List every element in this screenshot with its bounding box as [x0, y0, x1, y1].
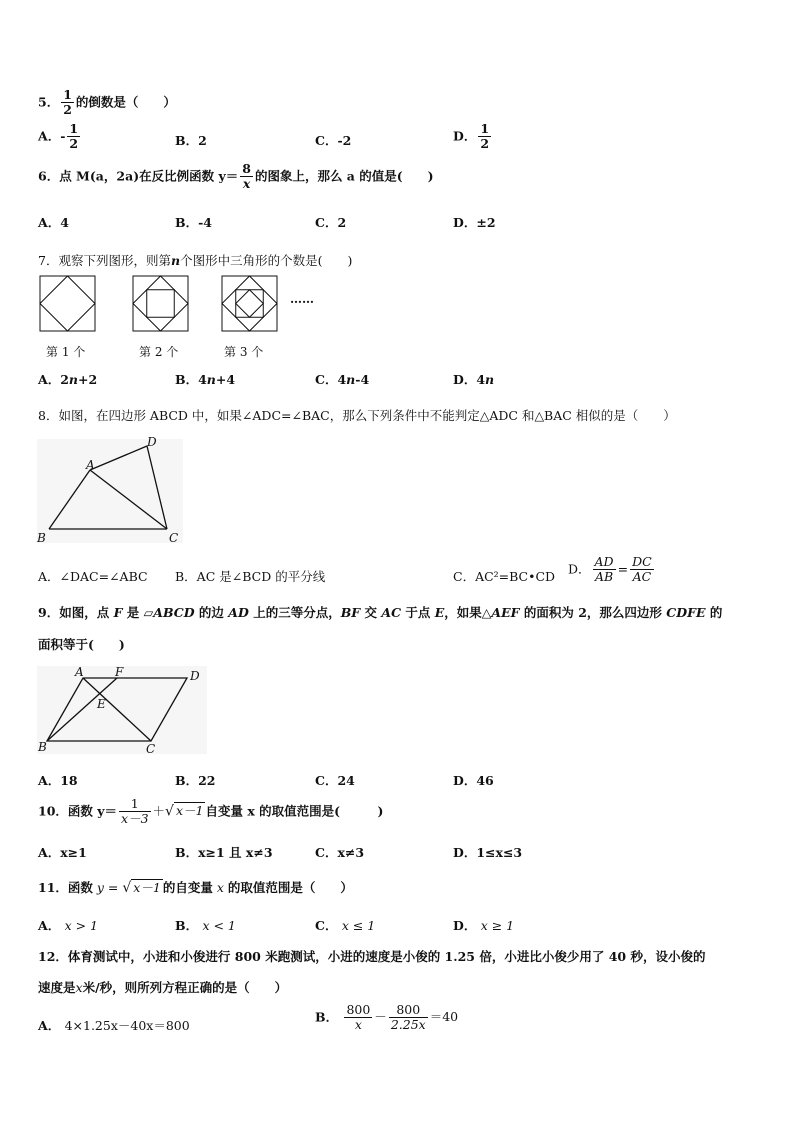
q6-option-d: D．±2 — [453, 215, 496, 230]
q10-option-c: C．x≠3 — [315, 845, 365, 860]
q5-option-a: A．- $\frac{1}{2}$ — [38, 121, 79, 152]
q11-option-a: A． x > 1 — [38, 918, 98, 933]
q9-option-a: A．18 — [38, 773, 78, 788]
q12-option-a: A． 4×1.25x－40x＝800 — [38, 1018, 190, 1033]
q5-option-b: B．2 — [175, 133, 207, 148]
q9-label-D: D — [190, 669, 200, 683]
q7-ellipsis: …… — [290, 292, 314, 306]
q7-figures — [38, 274, 288, 334]
q9-option-c: C．24 — [315, 773, 355, 788]
q8-label-B: B — [37, 531, 46, 545]
q9-label-E: E — [97, 697, 106, 711]
q8-label-C: C — [169, 531, 179, 545]
q11-option-d: D． x ≥ 1 — [453, 918, 515, 933]
q8-stem: 8．如图，在四边形 ABCD 中，如果∠ADC=∠BAC，那么下列条件中不能判定△ADC 和△BAC 相似的是（ ） — [38, 408, 676, 423]
q6-option-b: B．-4 — [175, 215, 212, 230]
q7-caption-3: 第 3 个 — [224, 345, 264, 359]
q7-option-b: B．4n+4 — [175, 372, 236, 387]
q9-label-B: B — [38, 740, 47, 754]
q7-fig3-diamond — [222, 276, 277, 331]
q9-stem-line2: 面积等于( ) — [38, 637, 125, 652]
q8-option-a: A．∠DAC=∠ABC — [38, 569, 148, 584]
q10-option-d: D．1≤x≤3 — [453, 845, 523, 860]
q5-option-d: D． $\frac{1}{2}$ — [453, 121, 490, 152]
q7-option-d: D．4n — [453, 372, 495, 387]
q7-fig2-square — [133, 276, 188, 331]
q7-fig3-inner-square — [236, 290, 264, 318]
q5-stem: 5． $\frac{1}{2}$ 的倒数是（ ） — [38, 87, 176, 118]
q9-figure — [35, 662, 210, 757]
q10-option-b: B．x≥1 且 x≠3 — [175, 845, 273, 860]
q9-label-F: F — [115, 665, 124, 679]
q12-stem-line2: 速度是x米/秒，则所列方程正确的是（ ） — [38, 980, 288, 995]
q5-fraction: $\frac{1}{2}$ — [63, 87, 72, 118]
q6-option-c: C．2 — [315, 215, 347, 230]
q11-stem: 11．函数 y = √ x－1 的自变量 x 的取值范围是（ ） — [38, 880, 353, 896]
q7-fig3-inner-diamond — [236, 290, 264, 318]
q6-option-a: A．4 — [38, 215, 69, 230]
q10-option-a: A．x≥1 — [38, 845, 87, 860]
q9-option-d: D．46 — [453, 773, 494, 788]
q7-fig2-diamond — [133, 276, 188, 331]
q9-label-A: A — [75, 665, 84, 679]
q5-option-c: C．-2 — [315, 133, 352, 148]
q7-fig1-diamond — [40, 276, 95, 331]
q9-stem-line1: 9．如图，点 F 是 ▱ABCD 的边 AD 上的三等分点，BF 交 AC 于点 E，如果△AEF 的面积为 2，那么四边形 CDFE 的 — [38, 605, 723, 620]
q8-option-c: C．AC²=BC•CD — [453, 569, 556, 584]
q12-option-b: B． $\frac{800}{x}$ － $\frac{800}{2.25x}$ ＝40 — [315, 1002, 459, 1033]
q7-fig2-inner-square — [147, 290, 175, 318]
q10-stem: 10．函数 y＝ $\frac{1}{x-3}$ ＋√ x－1 自变量 x 的取值范围是( ) — [38, 796, 384, 827]
q7-caption-1: 第 1 个 — [46, 345, 86, 359]
q7-caption-2: 第 2 个 — [139, 345, 179, 359]
q12-stem-line1: 12．体育测试中，小进和小俊进行 800 米跑测试，小进的速度是小俊的 1.25 倍，小进比小俊少用了 40 秒，设小俊的 — [38, 949, 706, 964]
q9-label-C: C — [146, 742, 156, 756]
q7-fig1-square — [40, 276, 95, 331]
q7-stem: 7．观察下列图形，则第n个图形中三角形的个数是( ) — [38, 253, 353, 268]
q8-label-D: D — [147, 435, 157, 449]
q7-option-a: A．2n+2 — [38, 372, 98, 387]
q7-option-c: C．4n-4 — [315, 372, 370, 387]
q11-option-b: B． x < 1 — [175, 918, 236, 933]
q8-option-b: B．AC 是∠BCD 的平分线 — [175, 569, 326, 584]
q8-label-A: A — [86, 458, 95, 472]
q8-figure — [35, 433, 185, 548]
q8-option-d: D． $\frac{AD}{AB}$ = $\frac{DC}{AC}$ — [568, 554, 652, 585]
q11-option-c: C． x ≤ 1 — [315, 918, 376, 933]
q6-stem: 6．点 M(a，2a)在反比例函数 y＝ $\frac{8}{x}$ 的图象上，那么 a 的值是( ) — [38, 161, 434, 192]
q9-option-b: B．22 — [175, 773, 216, 788]
q7-fig3-square — [222, 276, 277, 331]
